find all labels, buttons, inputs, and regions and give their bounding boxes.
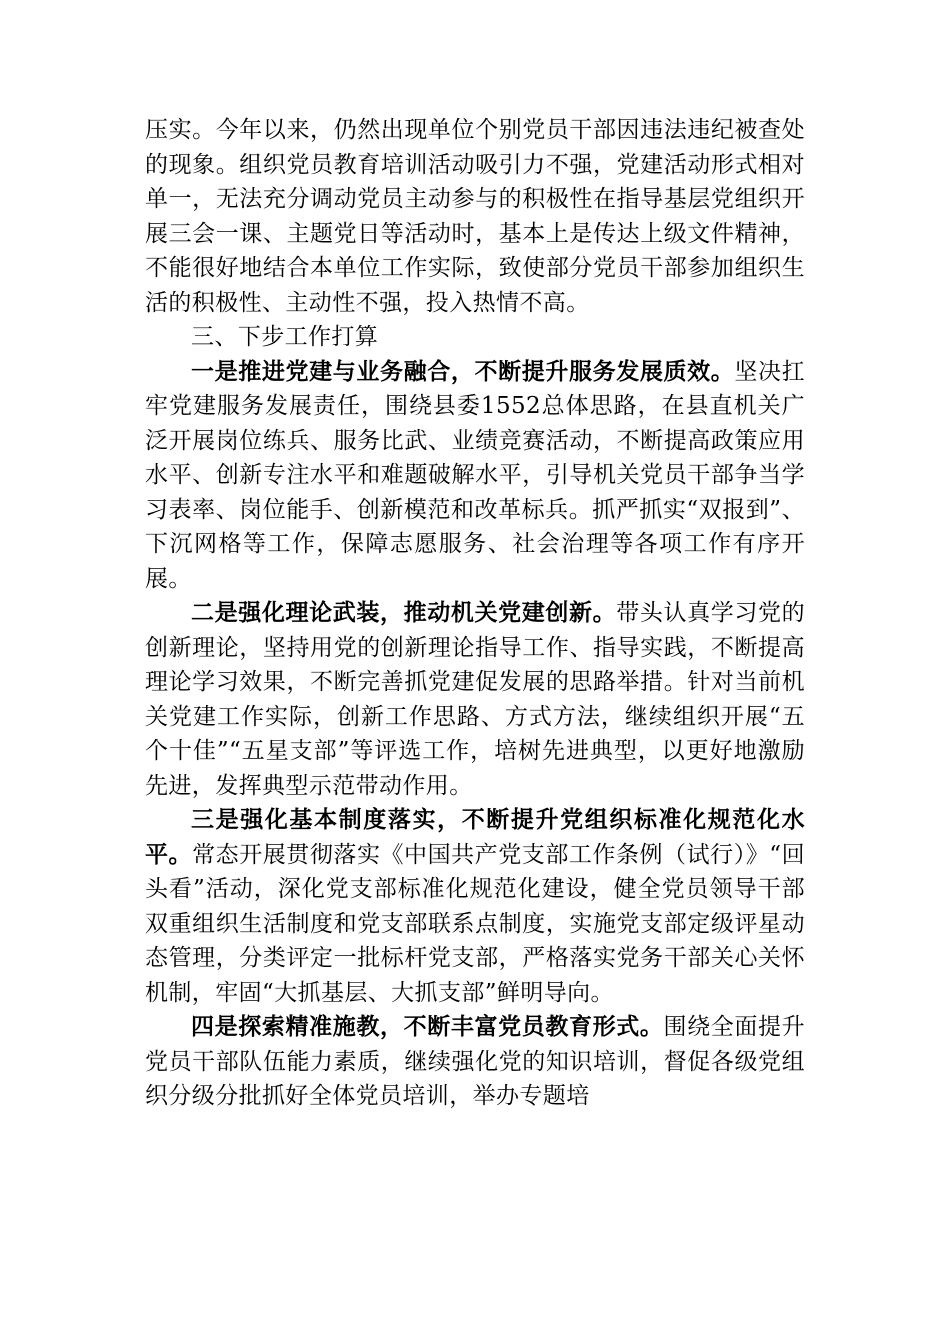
document-page — [145, 113, 805, 1114]
paragraph-item-3 — [145, 803, 805, 1010]
paragraph-item-1-body: 坚决扛牢党建服务发展责任，围绕县委1552总体思路，在县直机关广泛开展岗位练兵、服务比武、业绩竞赛活动，不断提高政策应用水平、创新专注水平和难题破解水平，引导机关党员干部争当学习表率、岗位能手、创新模范和改革标兵。抓严抓实“双报到”、下沉网格等工作，保障志愿服务、社会治理等各项工作有序开展。 — [145, 358, 806, 592]
paragraph-item-3-lead: 三是强化基本制度落实，不断提升党组织标准化规范化水平。 — [145, 807, 805, 868]
paragraph-item-1-lead: 一是推进党建与业务融合，不断提升服务发展质效。 — [191, 358, 735, 385]
paragraph-item-4-lead: 四是探索精准施教，不断丰富党员教育形式。 — [191, 1014, 664, 1040]
paragraph-item-2 — [145, 596, 805, 803]
section-heading-next-steps: 三、下步工作打算 — [191, 324, 379, 350]
paragraph-item-2-lead: 二是强化理论武装，推动机关党建创新。 — [191, 600, 617, 626]
paragraph-item-4-body: 围绕全面提升党员干部队伍能力素质，继续强化党的知识培训，督促各级党组织分级分批抓好全体党员培训，举办专题培 — [145, 1014, 806, 1109]
paragraph-item-1 — [145, 355, 805, 597]
paragraph-item-3-body: 常态开展贯彻落实《中国共产党支部工作条例（试行）》“回头看”活动，深化党支部标准化规范化建设，健全党员领导干部双重组织生活制度和党支部联系点制度，实施党支部定级评星动态管理，分类评定一批标杆党支部，严格落实党务干部关心关怀机制，牢固“大抓基层、大抓支部”鲜明导向。 — [145, 841, 805, 1006]
paragraph-problems-continued: 压实。今年以来，仍然出现单位个别党员干部因违法违纪被查处的现象。组织党员教育培训活动吸引力不强，党建活动形式相对单一，无法充分调动党员主动参与的积极性在指导基层党组织开展三会一课、主题党日等活动时，基本上是传达上级文件精神，不能很好地结合本单位工作实际，致使部分党员干部参加组织生活的积极性、主动性不强，投入热情不高。 — [145, 117, 805, 316]
paragraph-item-2-body: 带头认真学习党的创新理论，坚持用党的创新理论指导工作、指导实践，不断提高理论学习效果，不断完善抓党建促发展的思路举措。针对当前机关党建工作实际，创新工作思路、方式方法，继续组织开展“五个十佳”“五星支部”等评选工作，培树先进典型，以更好地激励先进，发挥典型示范带动作用。 — [145, 600, 806, 799]
paragraph-item-4 — [145, 1010, 805, 1114]
